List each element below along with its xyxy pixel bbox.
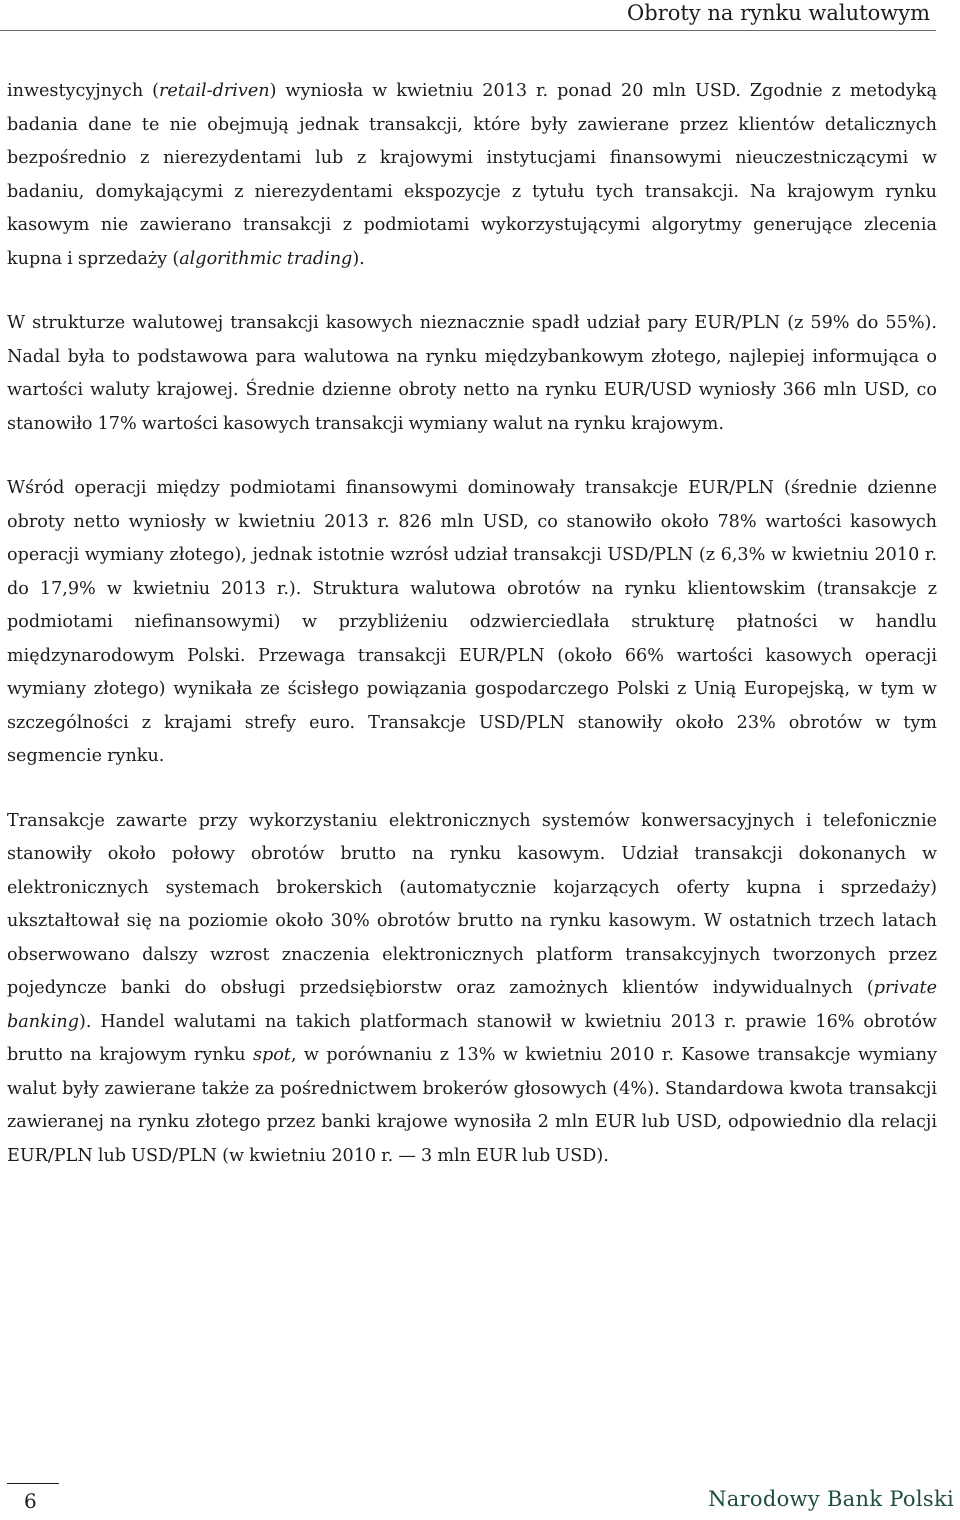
- italic-term: private banking: [7, 978, 937, 1032]
- running-title: Obroty na rynku walutowym: [627, 1, 930, 25]
- text-run: ). Handel walutami na takich platformach stanowił w kwietniu 2013 r. prawie 16% obrotów brutto na krajowym rynku: [7, 1011, 937, 1065]
- text-run: Wśród operacji między podmiotami finansowymi dominowały transakcje EUR/PLN (średnie dzienne obroty netto wyniosły w kwietniu 2013 r. 826 mln USD, co stanowiło około 78% wartości kasowych operacji wymiany złotego), jednak istotnie wzrósł udział transakcji USD/PLN (z 6,3% w kwietniu 2010 r. do 17,9% w kwietniu 2013 r.). Struktura walutowa obrotów na rynku klientowskim (transakcje z podmiotami niefinansowymi) w przybliżeniu odzwierciedlała strukturę płatności w handlu międzynarodowym Polski. Przewaga transakcji EUR/PLN (około 66% wartości kasowych operacji wymiany złotego) wynikała ze ścisłego powiązania gospodarczego Polski z Unią Europejską, w tym w szczególności z krajami strefy euro. Transakcje USD/PLN stanowiły około 23% obrotów w tym segmencie rynku.: [7, 478, 937, 766]
- brand-logo: Narodowy Bank Polski: [708, 1487, 954, 1511]
- paragraph: [7, 472, 937, 774]
- text-run: , w porównaniu z 13% w kwietniu 2010 r. Kasowe transakcje wymiany walut były zawierane także za pośrednictwem brokerów głosowych (4%). Standardowa kwota transakcji zawieranej na rynku złotego przez banki krajowe wynosiła 2 mln EUR lub USD, odpowiednio dla relacji EUR/PLN lub USD/PLN (w kwietniu 2010 r. — 3 mln EUR lub USD).: [7, 1045, 938, 1166]
- running-header: [0, 0, 936, 31]
- italic-term: spot: [252, 1045, 291, 1065]
- paragraph: [7, 805, 937, 1174]
- text-run: Transakcje zawarte przy wykorzystaniu elektronicznych systemów konwersacyjnych i telefonicznie stanowiły około połowy obrotów brutto na rynku kasowym. Udział transakcji dokonanych w elektronicznych systemach brokerskich (automatycznie kojarzących oferty kupna i sprzedaży) ukształtował się na poziomie około 30% obrotów brutto na rynku kasowym. W ostatnich trzech latach obserwowano dalszy wzrost znaczenia elektronicznych platform transakcyjnych tworzonych przez pojedyncze banki do obsługi przedsiębiorstw oraz zamożnych klientów indywidualnych (: [7, 810, 937, 998]
- footer-rule: [7, 1483, 59, 1484]
- text-run: inwestycyjnych (: [7, 81, 160, 101]
- italic-term: algorithmic trading: [179, 248, 353, 269]
- italic-term: retail-driven: [159, 81, 270, 101]
- text-run: ) wyniosła w kwietniu 2013 r. ponad 20 mln USD. Zgodnie z metodyką badania dane te nie obejmują jednak transakcji, które były zawierane przez klientów detalicznych bezpośrednio z nierezydentami lub z krajowymi instytucjami finansowymi nieuczestniczącymi w badaniu, domykającymi z nierezydentami ekspozycje z tytułu tych transakcji. Na krajowym rynku kasowym nie zawierano transakcji z podmiotami wykorzystującymi algorytmy generujące zlecenia kupna i sprzedaży (: [7, 81, 937, 269]
- paragraph: [7, 75, 937, 276]
- page-number: 6: [24, 1489, 37, 1513]
- body-text: [7, 75, 937, 1204]
- paragraph: [7, 307, 937, 441]
- text-run: ).: [352, 248, 365, 269]
- text-run: W strukturze walutowej transakcji kasowych nieznacznie spadł udział pary EUR/PLN (z 59% do 55%). Nadal była to podstawowa para walutowa na rynku międzybankowym złotego, najlepiej informująca o wartości waluty krajowej. Średnie dzienne obroty netto na rynku EUR/USD wyniosły 366 mln USD, co stanowiło 17% wartości kasowych transakcji wymiany walut na rynku krajowym.: [7, 313, 937, 434]
